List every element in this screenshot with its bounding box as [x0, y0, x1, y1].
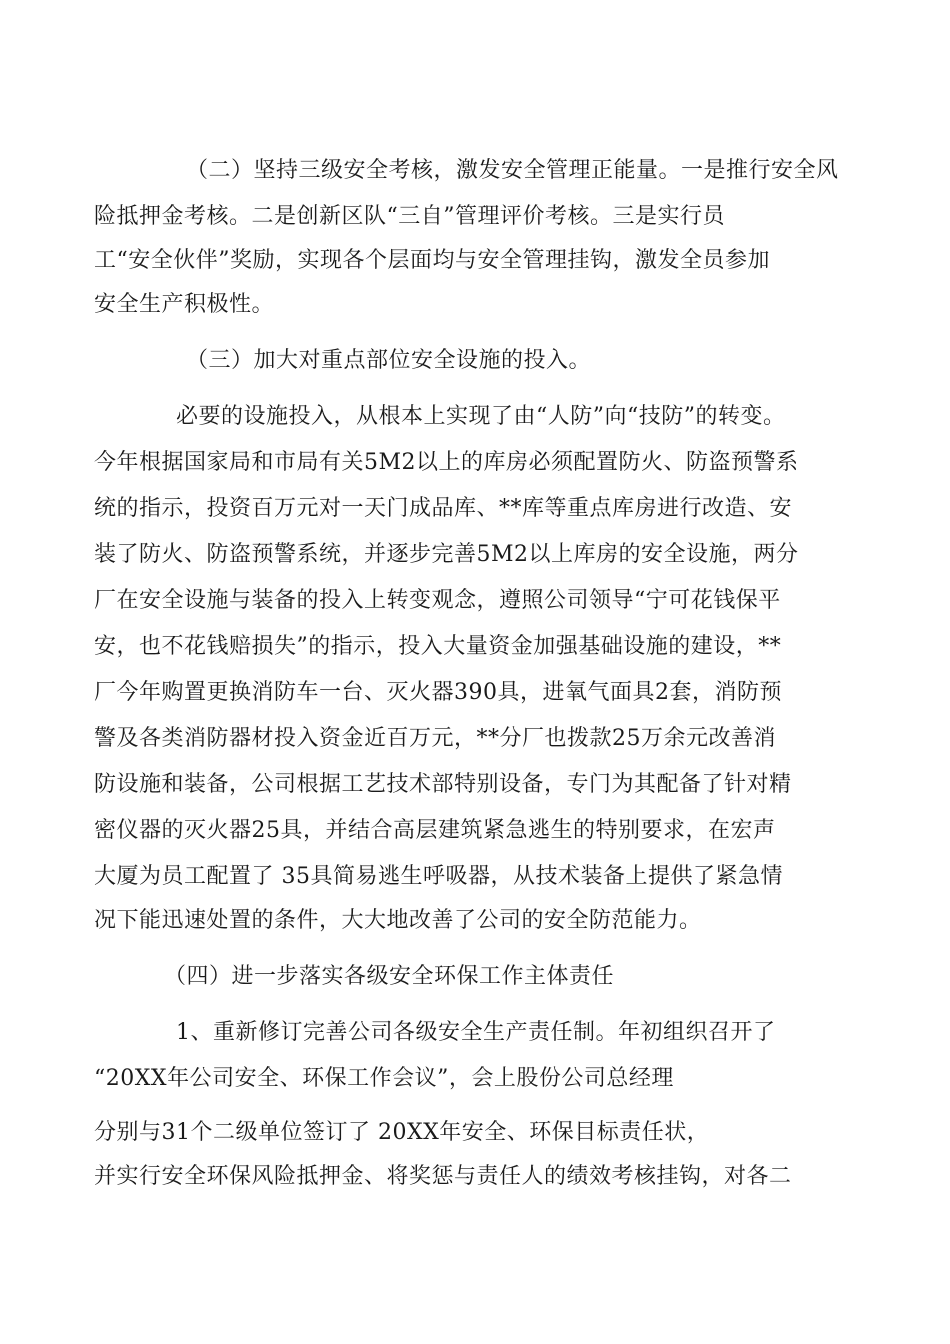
paragraph-line: 险抵押金考核。二是创新区队“三自”管理评价考核。三是实行员: [94, 204, 725, 229]
paragraph-line: 统的指示，投资百万元对一天门成品库、**库等重点库房进行改造、安: [94, 496, 793, 521]
paragraph-line: 安全生产积极性。: [94, 292, 275, 317]
paragraph-line: 况下能迅速处置的条件，大大地改善了公司的安全防范能力。: [94, 908, 702, 933]
section-heading: （四）进一步落实各级安全环保工作主体责任: [164, 964, 615, 989]
paragraph-line: “20XX年公司安全、环保工作会议”，会上股份公司总经理: [94, 1066, 674, 1091]
paragraph-line: 分别与31个二级单位签订了 20XX年安全、环保目标责任状，: [94, 1120, 710, 1145]
paragraph-line: 装了防火、防盗预警系统，并逐步完善5M2以上库房的安全设施，两分: [94, 542, 799, 567]
paragraph-line: 大厦为员工配置了 35具简易逃生呼吸器，从技术装备上提供了紧急情: [94, 864, 783, 889]
paragraph-line: （二）坚持三级安全考核，激发安全管理正能量。一是推行安全风: [186, 158, 839, 183]
paragraph-line: 厂在安全设施与装备的投入上转变观念，遵照公司领导“宁可花钱保平: [94, 588, 781, 613]
paragraph-line: 1、重新修订完善公司各级安全生产责任制。年初组织召开了: [176, 1020, 776, 1045]
paragraph-line: 必要的设施投入，从根本上实现了由“人防”向“技防”的转变。: [176, 404, 786, 429]
paragraph-line: 工“安全伙伴”奖励，实现各个层面均与安全管理挂钩，激发全员参加: [94, 248, 770, 273]
paragraph-line: 今年根据国家局和市局有关5M2以上的库房必须配置防火、防盗预警系: [94, 450, 799, 475]
paragraph-line: 安，也不花钱赔损失”的指示，投入大量资金加强基础设施的建设，**: [94, 634, 782, 659]
paragraph-line: 厂今年购置更换消防车一台、灭火器390具，进氧气面具2套，消防预: [94, 680, 782, 705]
paragraph-line: 防设施和装备，公司根据工艺技术部特别设备，专门为其配备了针对精: [94, 772, 792, 797]
paragraph-line: 并实行安全环保风险抵押金、将奖惩与责任人的绩效考核挂钩，对各二: [94, 1164, 792, 1189]
paragraph-line: 密仪器的灭火器25具，并结合高层建筑紧急逃生的特别要求，在宏声: [94, 818, 776, 843]
paragraph-line: 警及各类消防器材投入资金近百万元，**分厂也拨款25万余元改善消: [94, 726, 776, 751]
section-heading: （三）加大对重点部位安全设施的投入。: [186, 348, 592, 373]
